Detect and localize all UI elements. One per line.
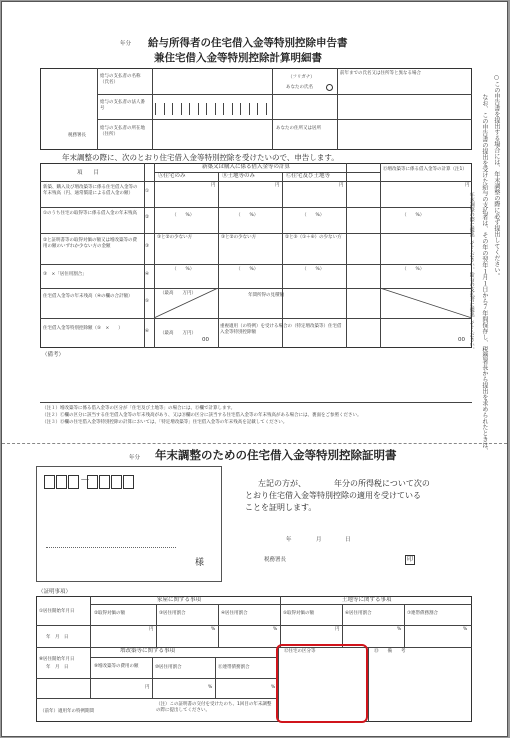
- percent-mark: %: [208, 685, 213, 690]
- detail-label: （証明事項）: [38, 589, 72, 595]
- percent-field[interactable]: （ %）: [302, 213, 325, 218]
- note-3: （注３）Ⓓ欄の住宅借入金等特別控除の計算においては、「特定増改築等」住宅借入金等の年末残高を記載してください。: [42, 420, 288, 425]
- row-6-label: 住宅借入金等特別控除額（⑤ × ）: [43, 326, 123, 331]
- certificate-year-label: 年分: [129, 455, 141, 461]
- furigana-label: （フリガナ）: [288, 75, 315, 80]
- max-note: （最高 万円）: [160, 291, 196, 296]
- floor-ratio-label: ③居住用割合: [159, 611, 186, 616]
- statement-line-3: ことを証明します。: [245, 503, 317, 512]
- row-2-label: ①のうち住宅の取得等に係る借入金の年末残高: [43, 211, 138, 216]
- date-month: 月: [316, 537, 322, 543]
- side-note-1: ○この申告書を提出する場合には、年末調整の際に必ず提出してください。: [492, 74, 500, 279]
- row-3-label: ②と証明書等の取得対価の額又は増改築等の費用の額のいずれか少ない方の金額: [43, 238, 138, 250]
- declaration-title-line2: 兼住宅借入金等特別控除計算明細書: [154, 52, 322, 64]
- amount-suffix: 00: [202, 337, 209, 343]
- item-header: 項 目: [77, 170, 100, 176]
- residence-start-label: ①居住開始年月日: [39, 609, 75, 614]
- row-5-num: ⑤: [145, 299, 150, 304]
- col-c-header: Ⓒ住宅及び土地等: [286, 173, 331, 179]
- tax-office-label: 税務署長: [68, 133, 86, 138]
- row-3-num: ③: [145, 244, 150, 249]
- row-4-num: ④: [145, 272, 150, 277]
- form-page: [1, 1, 508, 737]
- percent-mark: %: [271, 685, 276, 690]
- percent-field[interactable]: （ %）: [172, 213, 195, 218]
- year-month-day: 年 月 日: [46, 635, 69, 640]
- date-day: 日: [345, 537, 351, 543]
- percent-field[interactable]: （ %）: [236, 267, 259, 272]
- statement-line-2: とおり住宅借入金等特別控除の適用を受けている: [245, 491, 421, 500]
- row-1-label: 新築、購入及び増改築等に係る住宅借入金等の年末残高（円、通常償還による借入金の額）: [43, 185, 138, 197]
- col-b-header: Ⓑ土地等のみ: [222, 173, 256, 179]
- declaration-title-line1: 給与所得者の住宅借入金等特別控除申告書: [148, 37, 348, 49]
- housing-category-label: ⑫住宅の区分等: [284, 649, 316, 654]
- payer-number-digit-boxes[interactable]: [155, 103, 267, 115]
- renovation-header: 増改築等に関する事項: [120, 648, 176, 654]
- group-header: 新築又は購入に係る借入金等の計算: [202, 164, 291, 170]
- col-a-header: Ⓐ住宅のみ: [158, 173, 186, 179]
- payer-address-label: 給与の支払者の所在地（住所）: [100, 126, 145, 137]
- relationship-note: 前年までの氏名又は住所等と異なる場合: [340, 71, 421, 76]
- side-note-2: なお、この申告書の提出を受けた給与の支払者は、その年の翌年１月１日から７年間保存し、税務署長から提出を求められたときは、: [480, 94, 488, 454]
- yen-mark: 円: [275, 183, 280, 188]
- percent-mark: %: [273, 627, 278, 632]
- max-note: （最高 万円）: [160, 331, 196, 336]
- house-header: 家屋に関する事項: [157, 597, 202, 603]
- note-1: （注１）増改築等に係る借入金等の区分が「住宅及び土地等」の場合には、Ⓓ欄で計算します。: [42, 406, 236, 411]
- statement-line-1: 左記の方が、 年分の所得税について次の: [258, 479, 430, 488]
- intro-text: 年末調整の際に、次のとおり住宅借入金等特別控除を受けたいので、申告します。: [62, 153, 339, 162]
- postal-code-boxes[interactable]: －: [44, 475, 134, 489]
- certificate-title: 年末調整のための住宅借入金等特別控除証明書: [155, 448, 397, 462]
- land-residence-ratio-label: ⑥居住用割合: [345, 611, 372, 616]
- acquisition-cost-label: ②取得対価の額: [94, 611, 126, 616]
- col-d-header: Ⓓ増改築等に係る借入金等の計算（注1）: [383, 167, 467, 172]
- yen-mark: 円: [145, 685, 150, 690]
- year-month-day: 年 月 日: [46, 665, 69, 670]
- renov-ratio-label: ⑩居住用割合: [155, 665, 182, 670]
- land-acq-cost-label: ⑤取得対価の額: [283, 611, 315, 616]
- amount-suffix: 00: [458, 337, 465, 343]
- side-note-3: 年末調整の際に提出してください。給与の支払者に提出してください。: [468, 192, 475, 352]
- percent-field[interactable]: （ %）: [402, 267, 425, 272]
- yen-mark: 円: [465, 183, 470, 188]
- renov-joint-label: ⑪連帯債務割合: [218, 665, 250, 670]
- payer-name-label: 給与の支払者の名称（氏名）: [100, 74, 141, 85]
- declaration-year-label: 年分: [120, 41, 132, 47]
- yen-mark: 円: [149, 627, 154, 632]
- note-2: （注２）Ⓒ欄の区分に該当する住宅借入金等の年末残高があり、又はⒹ欄の区分に該当する住宅借入金等の年末残高がある場合には、裏面をご参照ください。: [42, 413, 362, 418]
- sama-honorific: 様: [195, 558, 205, 568]
- renov-start-label: ⑧居住開始年月日: [39, 657, 75, 662]
- limit-row-note: 重複適用（の特例）を受ける場合の（特定増改築等）住宅借入金等特別控除額: [220, 324, 342, 336]
- table-diagonal-1: [380, 288, 472, 318]
- percent-mark: %: [397, 627, 402, 632]
- percent-field[interactable]: （ %）: [402, 213, 425, 218]
- remarks-label: （備考）: [42, 352, 65, 358]
- joint-debt-ratio-label: ⑦連帯債務割合: [407, 611, 439, 616]
- percent-field[interactable]: （ %）: [172, 267, 195, 272]
- lesser-of-note-2: ③と②の少ない方: [221, 235, 257, 240]
- your-name-label: あなたの氏名: [286, 85, 313, 90]
- percent-mark: %: [463, 627, 468, 632]
- row-4-label: ③ ×「居住用割合」: [43, 272, 87, 277]
- row-2-num: ②: [145, 215, 150, 220]
- percent-mark: %: [211, 627, 216, 632]
- yen-mark: 円: [335, 627, 340, 632]
- footer-note: （前年）適用年の特例期間: [40, 709, 94, 714]
- land-header: 土地等に関する事項: [342, 597, 392, 603]
- your-address-label: あなたの住所又は居所: [276, 126, 321, 131]
- small-note: （注）この証明書の交付を受けたのち、1回目の年末調整の際に提出してください。: [156, 702, 272, 714]
- yen-mark: 円: [339, 183, 344, 188]
- lesser-of-note-1: ③と②の少ない方: [157, 235, 193, 240]
- row-6-num: ⑥: [145, 329, 150, 334]
- remarks-cert-label: ⑬ 備 考: [374, 649, 406, 654]
- year-end-estimate-note: 年間所得の見積額: [248, 293, 284, 298]
- percent-field[interactable]: （ %）: [302, 267, 325, 272]
- lesser-of-note-3: ②と⑤（①＋⑥）の少ない方: [285, 235, 342, 240]
- renov-cost-label: ⑨増改築等の費用の額: [94, 664, 139, 669]
- row-5-label: 住宅借入金等の年末残高（④の欄の合計額）: [43, 294, 133, 299]
- highlighted-housing-category-box[interactable]: [276, 644, 368, 723]
- usage-ratio-label: ④居住用割合: [221, 611, 248, 616]
- yen-mark: 円: [211, 183, 216, 188]
- perforation-line: [2, 443, 507, 444]
- date-year: 年: [286, 537, 292, 543]
- seal-mark: 印: [407, 556, 414, 563]
- percent-field[interactable]: （ %）: [236, 213, 259, 218]
- tax-office-head: 税務署長: [264, 557, 287, 563]
- row-1-num: ①: [145, 189, 150, 194]
- seal-stamp: [326, 84, 333, 91]
- payer-number-label: 給与の支払者の法人番号: [100, 100, 145, 111]
